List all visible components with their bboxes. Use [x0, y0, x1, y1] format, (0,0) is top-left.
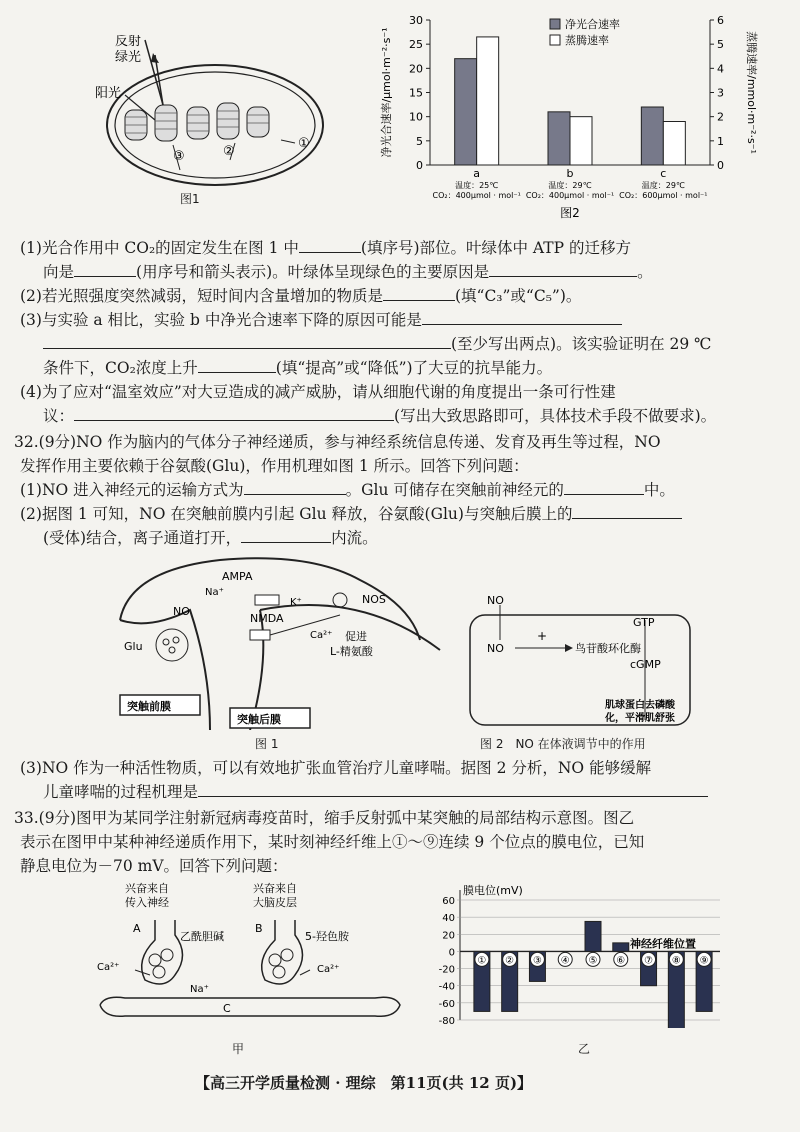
right-tick-label: 1: [717, 134, 724, 148]
answer-blank[interactable]: [489, 262, 637, 277]
y-axis-label: 膜电位(mV): [463, 884, 523, 897]
fig2-no-inner: NO: [487, 642, 504, 655]
q32-line4: (2)据图 1 可知，NO 在突触前膜内引起 Glu 释放，谷氨酸(Glu)与突触后膜上的: [20, 504, 682, 524]
q31-line8: 议： (写出大致思路即可，具体技术手段不做要求)。: [43, 407, 717, 425]
jia-b-label: B: [255, 922, 263, 935]
jia-right-title1: 兴奋来自: [253, 882, 297, 895]
jia-ca-left: Ca²⁺: [97, 962, 120, 973]
point-label: ⑧: [671, 955, 681, 967]
category-label: c: [660, 167, 667, 180]
fig1-label-3: ③: [173, 149, 185, 164]
category-label: b: [566, 167, 574, 180]
left-tick-label: 5: [416, 134, 423, 148]
point-label: ②: [505, 955, 515, 967]
fig2-gtp: GTP: [633, 616, 655, 629]
right-tick-label: 4: [717, 62, 724, 76]
right-tick-label: 3: [717, 86, 724, 100]
right-tick-label: 6: [717, 14, 724, 27]
tick-label: -20: [438, 964, 455, 976]
promote-label: 促进: [345, 630, 367, 643]
q32-fig2-caption: 图 2 NO 在体液调节中的作用: [480, 737, 646, 751]
category-note: 温度：29℃: [548, 181, 592, 190]
bar-net-photosynthesis: [548, 112, 570, 165]
answer-blank[interactable]: [241, 528, 331, 543]
tick-label: -60: [438, 998, 455, 1010]
fig1-sun-label: 阳光: [95, 86, 122, 101]
category-label: a: [473, 167, 481, 180]
category-note: 温度：29℃: [641, 181, 685, 190]
y-axis-left-label: 净光合速率/μmol·m⁻²·s⁻¹: [380, 27, 393, 158]
left-tick-label: 10: [409, 110, 423, 124]
chart-caption: 图2: [560, 206, 580, 220]
point-label: ⑥: [616, 955, 626, 967]
no-pathway-figure: [465, 590, 695, 730]
q32-line6: (3)NO 作为一种活性物质，可以有效地扩张血管治疗儿童哮喘。据图 2 分析，NO 能够缓解: [20, 759, 652, 777]
q32-line2: 发挥作用主要依赖于谷氨酸(Glu)，作用机理如图 1 所示。回答下列问题：: [20, 457, 529, 475]
category-note: CO₂：400μmol · mol⁻¹: [525, 191, 615, 200]
q32-fig1-caption: 图 1: [255, 737, 279, 751]
q31-line7: (4)为了应对“温室效应”对大豆造成的减产威胁，请从细胞代谢的角度提出一条可行性建: [20, 383, 616, 401]
q32-line1: 32.(9分)NO 作为脑内的气体分子神经递质，参与神经系统信息传递、发育及再生等过程，NO: [14, 433, 661, 451]
yi-caption: 乙: [578, 1042, 591, 1056]
jia-right-title2: 大脑皮层: [253, 896, 297, 909]
answer-blank[interactable]: [74, 406, 394, 421]
bar-net-photosynthesis: [455, 59, 477, 165]
jia-a-label: A: [133, 922, 141, 935]
point-label: ③: [532, 955, 542, 967]
glu-label: Glu: [124, 640, 143, 653]
presynaptic-label: 突触前膜: [127, 700, 171, 713]
y-axis-right-label: 蒸腾速率/mmol·m⁻²·s⁻¹: [745, 31, 758, 154]
fig2-cgmp: cGMP: [630, 658, 661, 671]
point-label: ①: [477, 955, 487, 967]
bar-net-photosynthesis: [641, 107, 663, 165]
answer-blank[interactable]: [299, 238, 361, 253]
fig2-plus: +: [537, 629, 548, 643]
q33-line2: 表示在图甲中某种神经递质作用下，某时刻神经纤维上①～⑨连续 9 个位点的膜电位，已知: [20, 833, 645, 851]
potential-bar: [613, 943, 629, 952]
legend-swatch: [550, 19, 560, 29]
ca-label: Ca²⁺: [310, 630, 333, 641]
no-label: NO: [173, 605, 190, 618]
left-tick-label: 30: [409, 14, 423, 27]
point-label: ⑨: [699, 955, 709, 967]
answer-blank[interactable]: [43, 334, 451, 349]
right-tick-label: 0: [717, 159, 724, 172]
chloroplast-figure: [95, 35, 325, 205]
arginine-label: L-精氨酸: [330, 645, 373, 658]
tick-label: 60: [442, 896, 455, 907]
left-tick-label: 20: [409, 62, 423, 76]
fig1-green-label: 绿光: [115, 50, 142, 65]
fig2-result1: 肌球蛋白去磷酸: [605, 700, 675, 711]
answer-blank[interactable]: [74, 262, 136, 277]
synapse-figure-jia: [95, 880, 415, 1030]
jia-ser-label: 5-羟色胺: [305, 930, 349, 943]
transpiration-bar-chart: [370, 5, 770, 220]
tick-label: 0: [448, 947, 455, 959]
answer-blank[interactable]: [198, 358, 276, 373]
answer-blank[interactable]: [564, 480, 644, 495]
fig1-label-1: ①: [298, 136, 310, 151]
jia-ca-right: Ca²⁺: [317, 964, 340, 975]
fig2-enzyme: 鸟苷酸环化酶: [575, 642, 641, 655]
right-tick-label: 5: [717, 38, 724, 52]
legend-swatch: [550, 35, 560, 45]
nmda-label: NMDA: [250, 612, 284, 625]
answer-blank[interactable]: [244, 480, 346, 495]
left-tick-label: 25: [409, 38, 423, 52]
fig2-result2: 化，平滑肌舒张: [605, 713, 675, 724]
fig1-reflect-label: 反射: [115, 35, 142, 49]
synapse-figure: [110, 550, 450, 730]
tick-label: 20: [442, 930, 455, 942]
potential-bar: [585, 921, 601, 951]
q31-line5: (至少写出两点)。该实验证明在 29 ℃: [43, 334, 712, 354]
jia-caption: 甲: [232, 1042, 245, 1056]
category-note: 温度：25℃: [455, 181, 499, 190]
legend-label: 蒸腾速率: [565, 34, 609, 47]
q33-line3: 静息电位为－70 mV。回答下列问题：: [20, 857, 288, 875]
jia-c-label: C: [223, 1002, 231, 1015]
answer-blank[interactable]: [383, 286, 455, 301]
bar-transpiration: [570, 117, 592, 165]
q32-line3: (1)NO 进入神经元的运输方式为 。Glu 可储存在突触前神经元的 中。: [20, 481, 675, 499]
jia-ach-label: 乙酰胆碱: [180, 930, 224, 943]
ampa-label: AMPA: [222, 570, 253, 583]
left-tick-label: 0: [416, 159, 423, 172]
point-label: ⑤: [588, 955, 598, 967]
jia-left-title1: 兴奋来自: [125, 882, 169, 895]
q31-line4: (3)与实验 a 相比，实验 b 中净光合速率下降的原因可能是: [20, 310, 622, 330]
tick-label: -80: [438, 1016, 455, 1027]
q31-line6: 条件下，CO₂浓度上升 (填“提高”或“降低”)了大豆的抗旱能力。: [43, 359, 553, 377]
tick-label: 40: [442, 913, 455, 925]
right-tick-label: 2: [717, 110, 724, 124]
q32-line7: 儿童哮喘的过程机理是: [43, 782, 708, 802]
x-axis-label: 神经纤维位置: [630, 937, 696, 951]
membrane-potential-chart: [430, 878, 730, 1028]
category-note: CO₂：600μmol · mol⁻¹: [619, 191, 708, 200]
jia-na-label: Na⁺: [190, 984, 209, 995]
fig2-no-top: NO: [487, 594, 504, 607]
fig1-label-2: ②: [223, 144, 235, 159]
nos-label: NOS: [362, 593, 386, 606]
q33-line1: 33.(9分)图甲为某同学注射新冠病毒疫苗时，缩手反射弧中某突触的局部结构示意图。图乙: [14, 809, 635, 827]
jia-left-title2: 传入神经: [125, 896, 169, 909]
category-note: CO₂：400μmol · mol⁻¹: [432, 191, 521, 200]
left-tick-label: 15: [409, 86, 423, 100]
point-label: ⑦: [644, 955, 654, 967]
fig1-caption: 图1: [180, 192, 200, 206]
q31-line3: (2)若光照强度突然减弱，短时间内含量增加的物质是 (填“C₃”或“C₅”)。: [20, 287, 582, 305]
page-footer: 【高三开学质量检测 · 理综 第11页(共 12 页)】: [195, 1074, 533, 1092]
point-label: ④: [560, 955, 570, 967]
q31-line2: 向是 (用序号和箭头表示)。叶绿体呈现绿色的主要原因是 。: [43, 263, 653, 281]
q32-line5: (受体)结合，离子通道打开， 内流。: [43, 529, 378, 547]
bar-transpiration: [477, 37, 499, 165]
postsynaptic-label: 突触后膜: [237, 713, 281, 726]
bar-transpiration: [663, 122, 685, 166]
answer-blank[interactable]: [198, 782, 708, 797]
k-label: K⁺: [290, 597, 302, 608]
tick-label: -40: [438, 981, 455, 993]
legend-label: 净光合速率: [565, 18, 620, 31]
q31-line1: (1)光合作用中 CO₂的固定发生在图 1 中 (填序号)部位。叶绿体中 ATP 的迁移方: [20, 239, 631, 257]
answer-blank[interactable]: [572, 504, 682, 519]
answer-blank[interactable]: [422, 310, 622, 325]
na-label: Na⁺: [205, 587, 224, 598]
